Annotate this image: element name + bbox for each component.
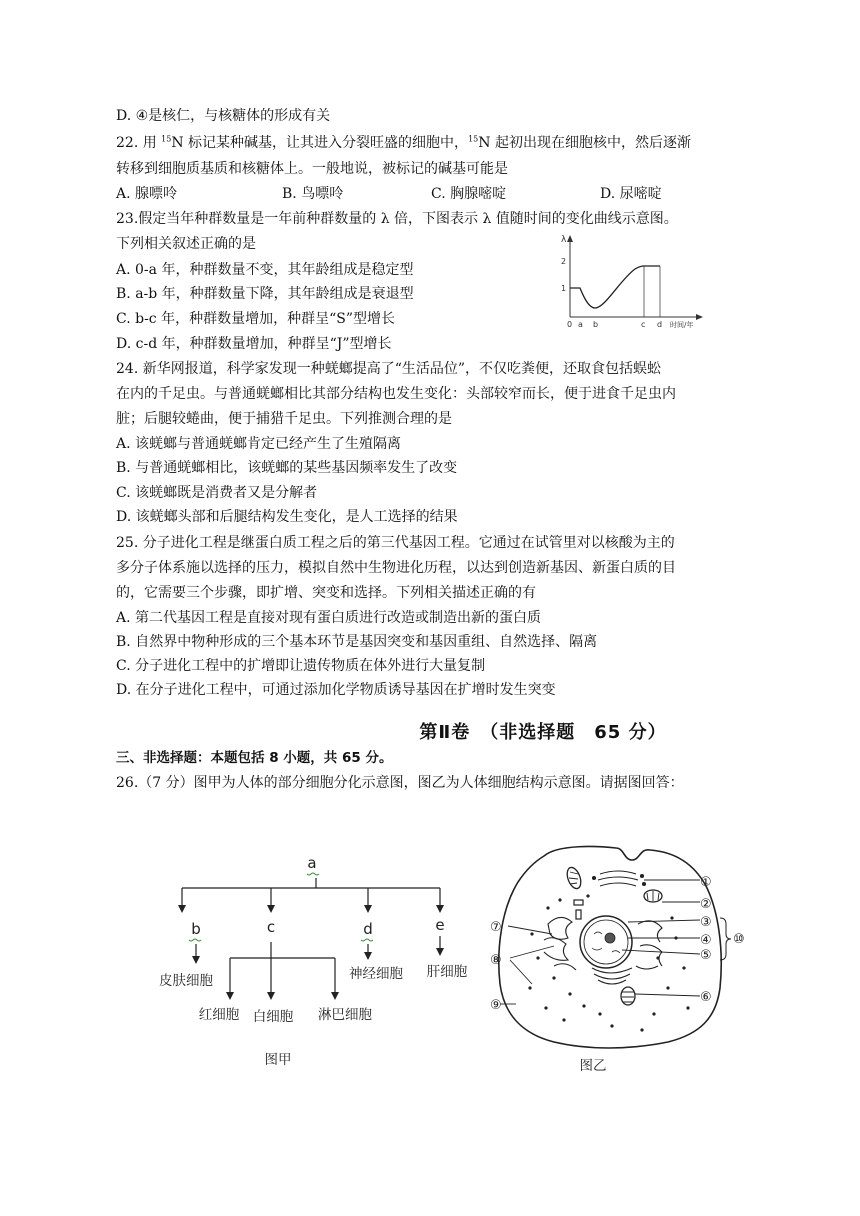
x-axis-label: 时间/年 xyxy=(670,321,694,329)
q24-line1: 24. 新华网报道，科学家发现一种蜣螂提高了“生活品位”，不仅吃粪便，还取食包括蜈蚣 xyxy=(116,361,662,377)
q23-line2: 下列相关叙述正确的是 xyxy=(116,236,256,252)
label-2: ② xyxy=(700,897,712,912)
label-white-cell: 白细胞 xyxy=(252,1009,294,1025)
figure-a-differentiation xyxy=(150,852,480,1072)
caption-fig-a: 图甲 xyxy=(264,1052,292,1068)
label-9: ⑨ xyxy=(490,998,502,1013)
arrowhead-e xyxy=(436,905,444,913)
x-tick-b: b xyxy=(593,320,599,329)
q24-option-a: A. 该蜣螂与普通蜣螂肯定已经产生了生殖隔离 xyxy=(116,436,402,452)
section-title: 第Ⅱ卷 （非选择题 65 分） xyxy=(419,722,667,743)
q21-option-d: D. ④是核仁，与核糖体的形成有关 xyxy=(116,108,331,124)
label-6: ⑥ xyxy=(700,990,712,1005)
caption-fig-b: 图乙 xyxy=(579,1058,607,1074)
q22-line1: 22. 用 $^{15}$N 标记某种碱基，让其进入分裂旺盛的细胞中，$^{15}$N 起初出现在细胞核中，然后逐渐 xyxy=(116,134,691,151)
q22-option-c: C. 胸腺嘧啶 xyxy=(431,186,507,202)
y-tick-2: 2 xyxy=(561,257,567,266)
q22-option-d: D. 尿嘧啶 xyxy=(600,186,662,202)
label-10: ⑩ xyxy=(733,932,745,947)
q23-option-b: B. a-b 年，种群数量下降，其年龄组成是衰退型 xyxy=(116,286,414,302)
lambda-chart xyxy=(560,232,708,332)
q23-option-a: A. 0-a 年，种群数量不变，其年龄组成是稳定型 xyxy=(116,262,414,278)
q22-option-b: B. 鸟嘌呤 xyxy=(282,186,344,202)
arrowhead-c xyxy=(267,905,275,913)
label-lymph-cell: 淋巴细胞 xyxy=(318,1007,372,1023)
x-tick-c: c xyxy=(641,320,646,329)
x-tick-d: d xyxy=(657,320,663,329)
arrowhead-d xyxy=(364,905,372,913)
q22-line2: 转移到细胞质基质和核糖体上。一般地说，被标记的碱基可能是 xyxy=(116,161,508,177)
q25-line1: 25. 分子进化工程是继蛋白质工程之后的第三代基因工程。它通过在试管里对以核酸为主的 xyxy=(116,535,675,551)
q25-line3: 的，它需要三个步骤，即扩增、突变和选择。下列相关描述正确的有 xyxy=(116,585,536,601)
mitochondrion-left xyxy=(565,866,584,891)
arrowhead-red xyxy=(226,992,234,1000)
squiggle-b xyxy=(189,939,201,941)
node-b: b xyxy=(191,920,201,938)
label-skin-cell: 皮肤细胞 xyxy=(159,973,213,989)
arrowhead-liver xyxy=(436,948,444,956)
y-axis-arrow xyxy=(567,235,573,242)
lambda-curve xyxy=(570,266,660,308)
q25-line2: 多分子体系施以选择的压力，模拟自然中生物进化历程，以达到创造新基因、新蛋白质的目 xyxy=(116,560,676,576)
q25-option-c: C. 分子进化工程中的扩增即让遗传物质在体外进行大量复制 xyxy=(116,658,486,674)
label-red-cell: 红细胞 xyxy=(198,1007,240,1023)
q23-option-d: D. c-d 年，种群数量增加，种群呈“J”型增长 xyxy=(116,336,392,352)
x-tick-a: a xyxy=(578,320,583,329)
label-7: ⑦ xyxy=(490,920,502,935)
y-axis-label: λ xyxy=(561,235,567,245)
mitochondrion-right xyxy=(644,890,662,902)
section-heading: 三、非选择题：本题包括 8 小题，共 65 分。 xyxy=(116,750,393,766)
q24-line2: 在内的千足虫。与普通蜣螂相比其部分结构也发生变化：头部较窄而长，便于进食千足虫内 xyxy=(116,386,676,402)
label-4: ④ xyxy=(700,933,712,948)
x-tick-0: 0 xyxy=(567,320,573,329)
mitochondrion-bottom xyxy=(621,987,635,1005)
q26-stem: 26.（7 分）图甲为人体的部分细胞分化示意图，图乙为人体细胞结构示意图。请据图回答： xyxy=(116,775,684,791)
q25-option-d: D. 在分子进化工程中，可通过添加化学物质诱导基因在扩增时发生突变 xyxy=(116,682,556,698)
label-3: ③ xyxy=(700,915,712,930)
node-d: d xyxy=(363,920,373,938)
x-axis-arrow xyxy=(696,314,703,320)
centrosome xyxy=(574,900,583,919)
arrowhead-white xyxy=(267,992,275,1000)
q24-option-c: C. 该蜣螂既是消费者又是分解者 xyxy=(116,485,318,501)
squiggle-a xyxy=(307,873,319,875)
node-c: c xyxy=(266,918,276,936)
label-liver-cell: 肝细胞 xyxy=(426,964,468,980)
label-nerve-cell: 神经细胞 xyxy=(349,966,403,982)
q23-option-c: C. b-c 年，种群数量增加，种群呈“S”型增长 xyxy=(116,311,396,327)
y-tick-1: 1 xyxy=(561,284,567,293)
q24-option-b: B. 与普通蜣螂相比，该蜣螂的某些基因频率发生了改变 xyxy=(116,460,458,476)
arrowhead-lymph xyxy=(331,992,339,1000)
node-a: a xyxy=(307,854,317,872)
label-8: ⑧ xyxy=(490,953,502,968)
node-e: e xyxy=(435,916,445,934)
arrowhead-b xyxy=(178,905,186,913)
arrowhead-skin xyxy=(192,956,200,964)
label-1: ① xyxy=(700,875,712,890)
figure-b-cell xyxy=(488,838,778,1078)
q25-option-a: A. 第二代基因工程是直接对现有蛋白质进行改造或制造出新的蛋白质 xyxy=(116,610,542,626)
squiggle-d xyxy=(361,939,373,941)
golgi-apparatus xyxy=(593,871,646,886)
q23-line1: 23.假定当年种群数量是一年前种群数量的 λ 倍，下图表示 λ 值随时间的变化曲线示意图。 xyxy=(116,211,678,227)
q24-option-d: D. 该蜣螂头部和后腿结构发生变化，是人工选择的结果 xyxy=(116,509,458,525)
q25-option-b: B. 自然界中物种形成的三个基本环节是基因突变和基因重组、自然选择、隔离 xyxy=(116,634,598,650)
arrowhead-nerve xyxy=(364,952,372,960)
nucleus xyxy=(580,916,632,968)
label-5: ⑤ xyxy=(700,948,712,963)
q24-line3: 脏；后腿较蜷曲，便于捕猎千足虫。下列推测合理的是 xyxy=(116,411,452,427)
q22-option-a: A. 腺嘌呤 xyxy=(116,186,178,202)
